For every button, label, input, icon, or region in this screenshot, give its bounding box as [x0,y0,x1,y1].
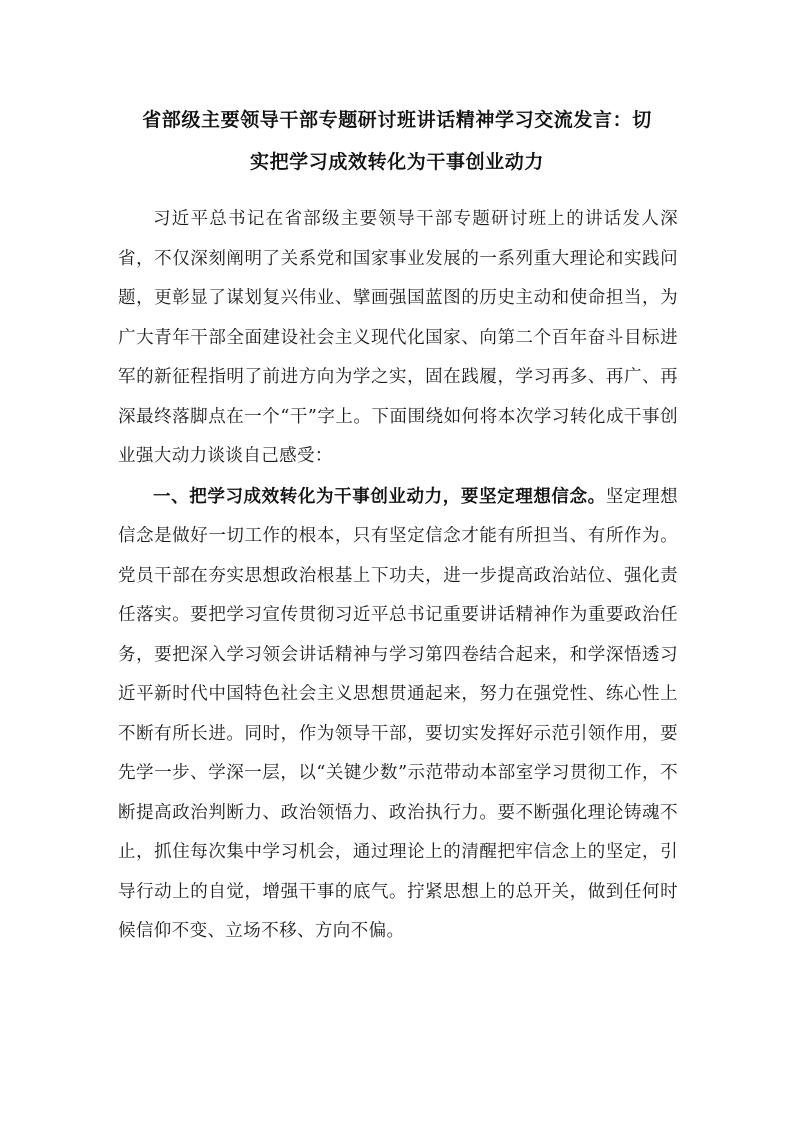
intro-paragraph: 习近平总书记在省部级主要领导干部专题研讨班上的讲话发人深省，不仅深刻阐明了关系党和国家事业发展的一系列重大理论和实践问题，更彰显了谋划复兴伟业、擘画强国蓝图的历史主动和使命担当，为广大青年干部全面建设社会主义现代化国家、向第二个百年奋斗目标进军的新征程指明了前进方向为学之实，固在践履，学习再多、再广、再深最终落脚点在一个“干”字上。下面围绕如何将本次学习转化成干事创业强大动力谈谈自己感受： [118,209,678,466]
section-1-heading: 一、把学习成效转化为干事创业动力，要坚定理想信念。 [153,486,606,507]
document-title [108,99,686,183]
title-line-2: 实把学习成效转化为干事创业动力 [249,151,544,173]
title-line-1: 省部级主要领导干部专题研讨班讲话精神学习交流发言：切 [142,109,652,131]
section-1-body: 坚定理想信念是做好一切工作的根本，只有坚定信念才能有所担当、有所作为。党员干部在夯实思想政治根基上下功夫，进一步提高政治站位、强化责任落实。要把学习宣传贯彻习近平总书记重要讲话精神作为重要政治任务，要把深入学习领会讲话精神与学习第四卷结合起来，和学深悟透习近平新时代中国特色社会主义思想贯通起来，努力在强党性、练心性上不断有所长进。同时，作为领导干部，要切实发挥好示范引领作用，要先学一步、学深一层，以“关键少数”示范带动本部室学习贯彻工作，不断提高政治判断力、政治领悟力、政治执行力。要不断强化理论铸魂不止，抓住每次集中学习机会，通过理论上的清醒把牢信念上的坚定，引导行动上的自觉，增强干事的底气。拧紧思想上的总开关，做到任何时候信仰不变、立场不移、方向不偏。 [118,486,678,941]
document-body [118,200,678,952]
section-1-paragraph [118,478,678,952]
